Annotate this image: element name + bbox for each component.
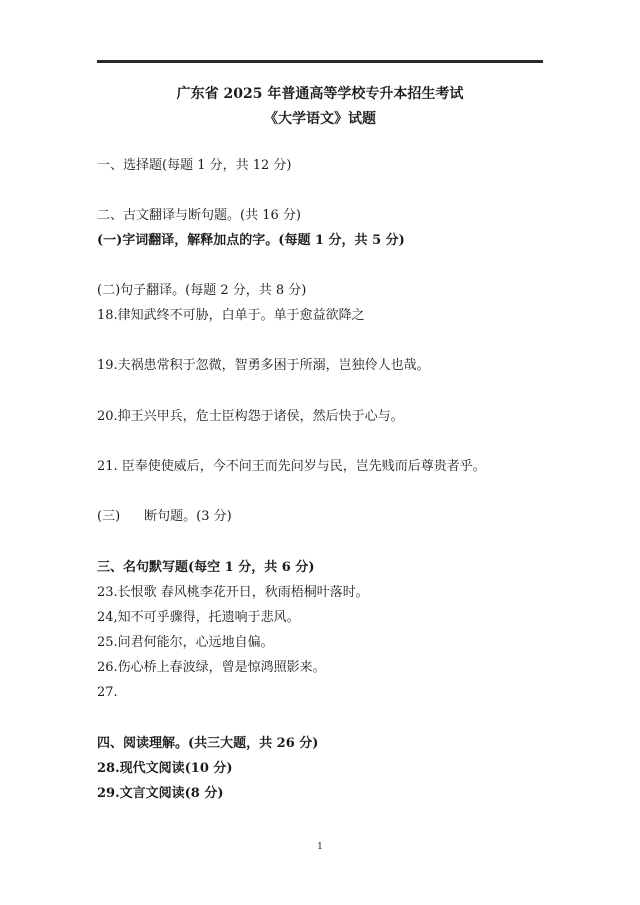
section-four-heading: 四、阅读理解。(共三大题，共 26 分) <box>97 736 319 751</box>
section-two-part-three-heading <box>97 508 232 526</box>
page-number: 1 <box>317 842 323 852</box>
question-23: 23.长恨歌 春风桃李花开日，秋雨梧桐叶落时。 <box>97 585 369 600</box>
section-two-part-two-heading: (二)句子翻译。(每题 2 分，共 8 分) <box>97 283 307 298</box>
question-21: 21. 臣奉使使威后，今不问王而先问岁与民，岂先贱而后尊贵者乎。 <box>97 459 486 474</box>
section-one-heading: 一、选择题(每题 1 分，共 12 分) <box>97 158 292 173</box>
question-29: 29.文言文阅读(8 分) <box>97 786 224 801</box>
section-two-part-one-heading: (一)字词翻译，解释加点的字。(每题 1 分，共 5 分) <box>97 233 405 248</box>
section-three-heading: 三、名句默写题(每空 1 分，共 6 分) <box>97 560 315 575</box>
question-25: 25.问君何能尔，心远地自偏。 <box>97 635 274 650</box>
question-20: 20.抑王兴甲兵，危士臣构怨于诸侯，然后快于心与。 <box>97 409 404 424</box>
question-27: 27. <box>97 685 118 700</box>
exam-subtitle: 《大学语文》试题 <box>264 111 376 127</box>
question-26: 26.伤心桥上春波绿，曾是惊鸿照影来。 <box>97 660 326 675</box>
section-two-heading: 二、古文翻译与断句题。(共 16 分) <box>97 208 301 223</box>
question-28: 28.现代文阅读(10 分) <box>97 761 233 776</box>
exam-title: 广东省 2025 年普通高等学校专升本招生考试 <box>176 86 464 102</box>
header-rule <box>97 60 543 63</box>
section-two-part-three-number: (三) <box>97 509 121 524</box>
question-24: 24,知不可乎骤得，托遗响于悲风。 <box>97 610 300 625</box>
question-18: 18.律知武终不可胁，白单于。单于愈益欲降之 <box>97 308 365 323</box>
question-19: 19.夫祸患常积于忽微，智勇多困于所溺，岂独伶人也哉。 <box>97 358 430 373</box>
section-two-part-three-text: 断句题。(3 分) <box>144 509 232 524</box>
